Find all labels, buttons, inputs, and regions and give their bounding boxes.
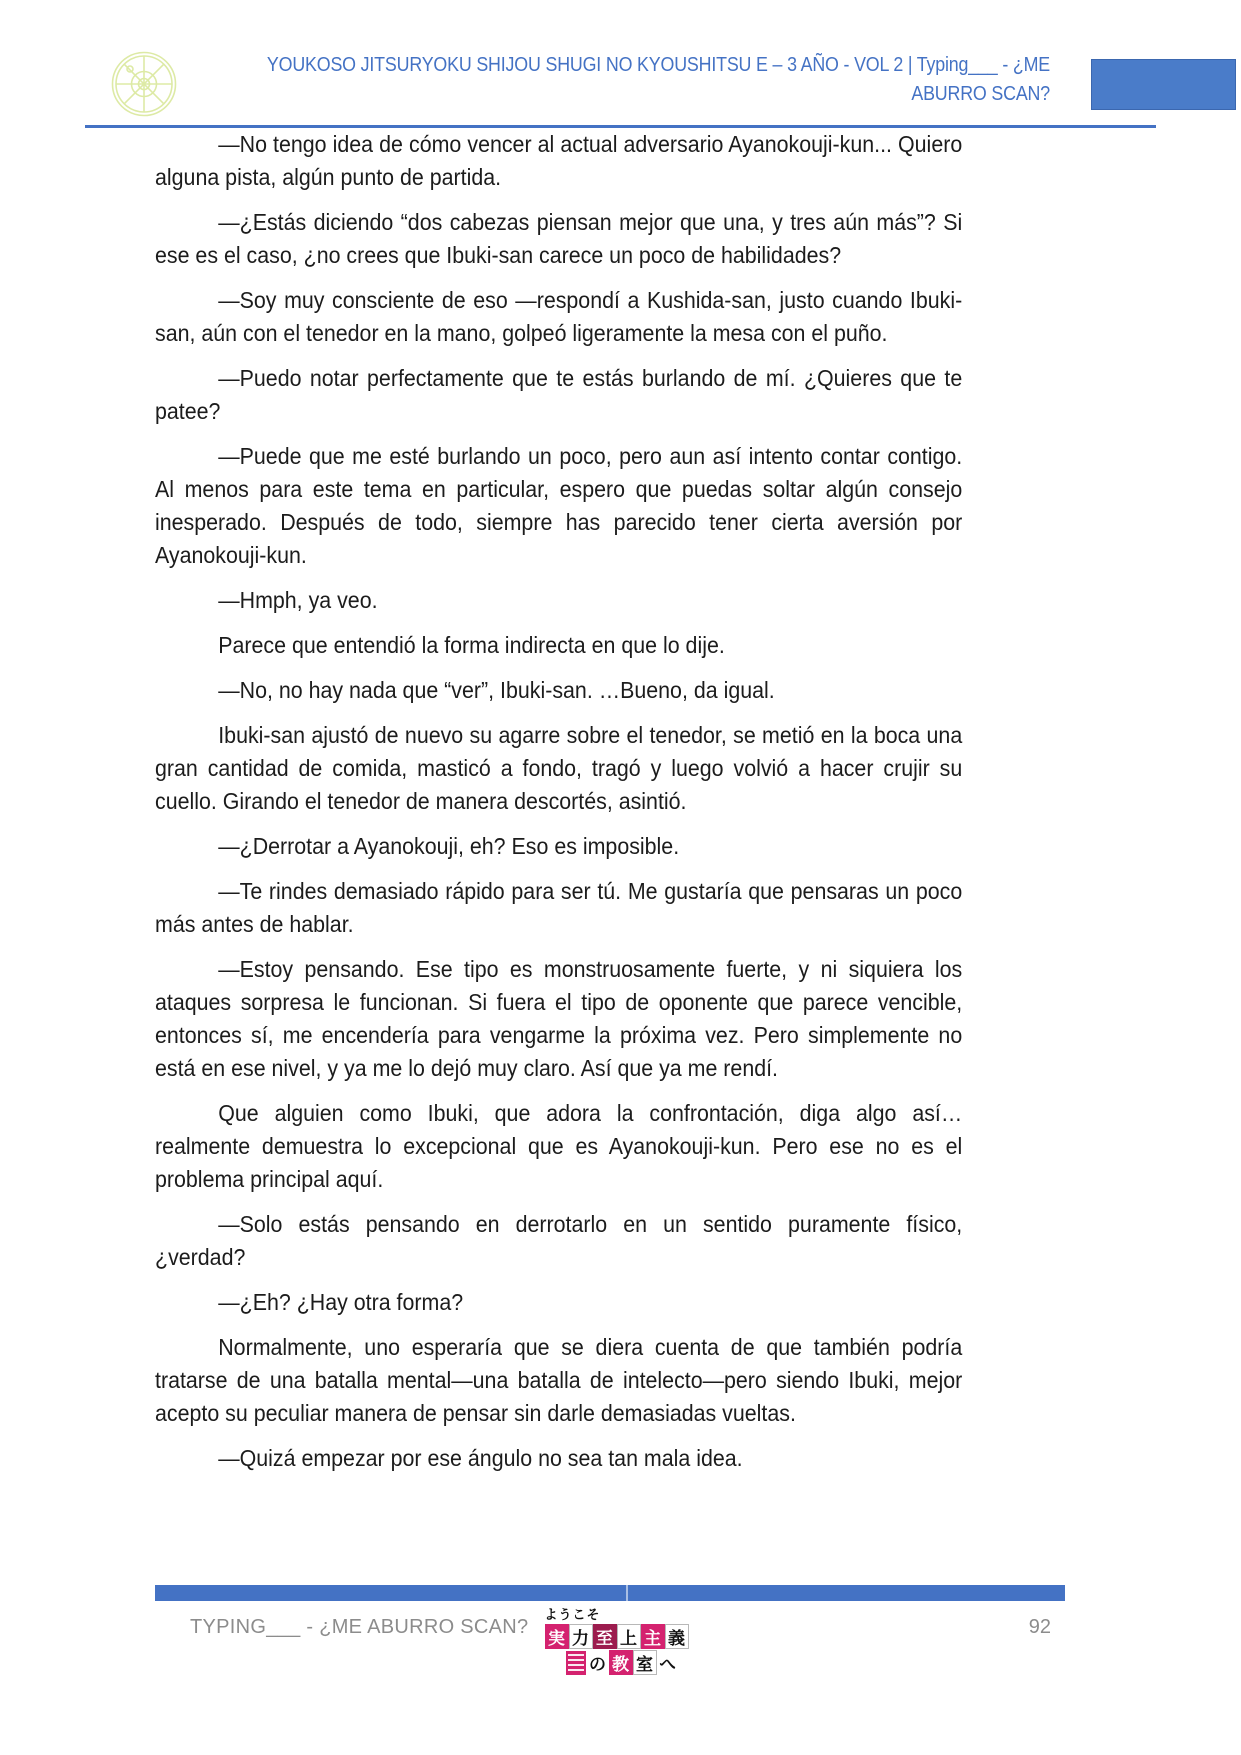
paragraph: —¿Estás diciendo “dos cabezas piensan mejor que una, y tres aún más”? Si ese es el caso, ¿no crees que Ibuki-san carece un poco de habilidades? xyxy=(155,209,963,268)
paragraph: —Puedo notar perfectamente que te estás burlando de mí. ¿Quieres que te patee? xyxy=(155,365,963,424)
logo-subtitle-block xyxy=(566,1651,586,1675)
logo-kanji-block: 室 xyxy=(633,1650,657,1675)
logo-kanji-block: 至 xyxy=(593,1624,617,1649)
logo-kanji-block: へ xyxy=(657,1655,678,1674)
scan-group-wheel-logo xyxy=(110,50,178,118)
header-title-line-2: ABURRO SCAN? xyxy=(911,82,1050,105)
paragraph: —No, no hay nada que “ver”, Ibuki-san. …Bueno, da igual. xyxy=(218,677,775,703)
logo-bottom-chars xyxy=(587,1650,679,1675)
classroom-of-the-elite-logo xyxy=(545,1606,697,1675)
logo-kanji-block: の xyxy=(589,1655,606,1674)
logo-kanji-row xyxy=(545,1624,697,1649)
paragraph: —¿Derrotar a Ayanokouji, eh? Eso es imposible. xyxy=(218,833,680,859)
paragraph: —Hmph, ya veo. xyxy=(218,587,378,613)
footer-bar-cell-divider xyxy=(626,1585,628,1601)
paragraph: —¿Eh? ¿Hay otra forma? xyxy=(218,1289,464,1315)
paragraph: —Estoy pensando. Ese tipo es monstruosamente fuerte, y ni siquiera los ataques sorpresa le funcionan. Si fuera el tipo de oponente que parece vencible, entonces sí, me encendería para vengarme la próxima vez. Pero simplemente no está en ese nivel, y ya me lo dejó muy claro. Así que ya me rendí. xyxy=(155,956,963,1081)
paragraph: Que alguien como Ibuki, que adora la confrontación, diga algo así… realmente demuestra lo excepcional que es Ayanokouji-kun. Pero ese no es el problema principal aquí. xyxy=(155,1100,963,1192)
logo-kanji-block: 力 xyxy=(569,1624,593,1649)
header-title-line-1: YOUKOSO JITSURYOKU SHIJOU SHUGI NO KYOUSHITSU E – 3 AÑO - VOL 2 | Typing___ - ¿ME xyxy=(266,53,1050,76)
paragraph: Ibuki-san ajustó de nuevo su agarre sobre el tenedor, se metió en la boca una gran cantidad de comida, masticó a fondo, tragó y luego volvió a hacer crujir su cuello. Girando el tenedor de manera descortés, asintió. xyxy=(155,722,963,814)
logo-kanji-block: 上 xyxy=(617,1624,641,1649)
paragraph: —Te rindes demasiado rápido para ser tú. Me gustaría que pensaras un poco más antes de hablar. xyxy=(155,878,963,937)
paragraph: —Puede que me esté burlando un poco, pero aun así intento contar contigo. Al menos para este tema en particular, espero que puedas soltar algún consejo inesperado. Después de todo, siempre has parecido tener cierta aversión por Ayanokouji-kun. xyxy=(155,443,963,568)
logo-kanji-block: 義 xyxy=(665,1624,689,1649)
footer-scan-credit: TYPING___ - ¿ME ABURRO SCAN? xyxy=(190,1616,529,1638)
logo-bottom-row xyxy=(566,1650,697,1675)
logo-youkoso-text: ようこそ xyxy=(544,1607,601,1622)
paragraph: —Soy muy consciente de eso —respondí a Kushida-san, justo cuando Ibuki-san, aún con el tenedor en la mano, golpeó ligeramente la mesa con el puño. xyxy=(155,287,963,346)
header-corner-rectangle xyxy=(1091,59,1236,110)
logo-kanji-block: 教 xyxy=(609,1650,633,1675)
page-number: 92 xyxy=(1028,1616,1051,1638)
logo-kanji-block: 実 xyxy=(545,1624,569,1649)
header-title xyxy=(180,50,1050,108)
logo-kanji-block: 主 xyxy=(641,1624,665,1649)
paragraph: —Quizá empezar por ese ángulo no sea tan mala idea. xyxy=(218,1445,743,1471)
paragraph: Parece que entendió la forma indirecta en que lo dije. xyxy=(218,632,725,658)
paragraph: —No tengo idea de cómo vencer al actual adversario Ayanokouji-kun... Quiero alguna pista, algún punto de partida. xyxy=(155,131,963,190)
paragraph: Normalmente, uno esperaría que se diera cuenta de que también podría tratarse de una batalla mental—una batalla de intelecto—pero siendo Ibuki, mejor acepto su peculiar manera de pensar sin darle demasiadas vueltas. xyxy=(155,1334,963,1426)
footer-divider-bar xyxy=(155,1585,1065,1601)
body-text xyxy=(155,128,962,1487)
paragraph: —Solo estás pensando en derrotarlo en un sentido puramente físico, ¿verdad? xyxy=(155,1211,963,1270)
